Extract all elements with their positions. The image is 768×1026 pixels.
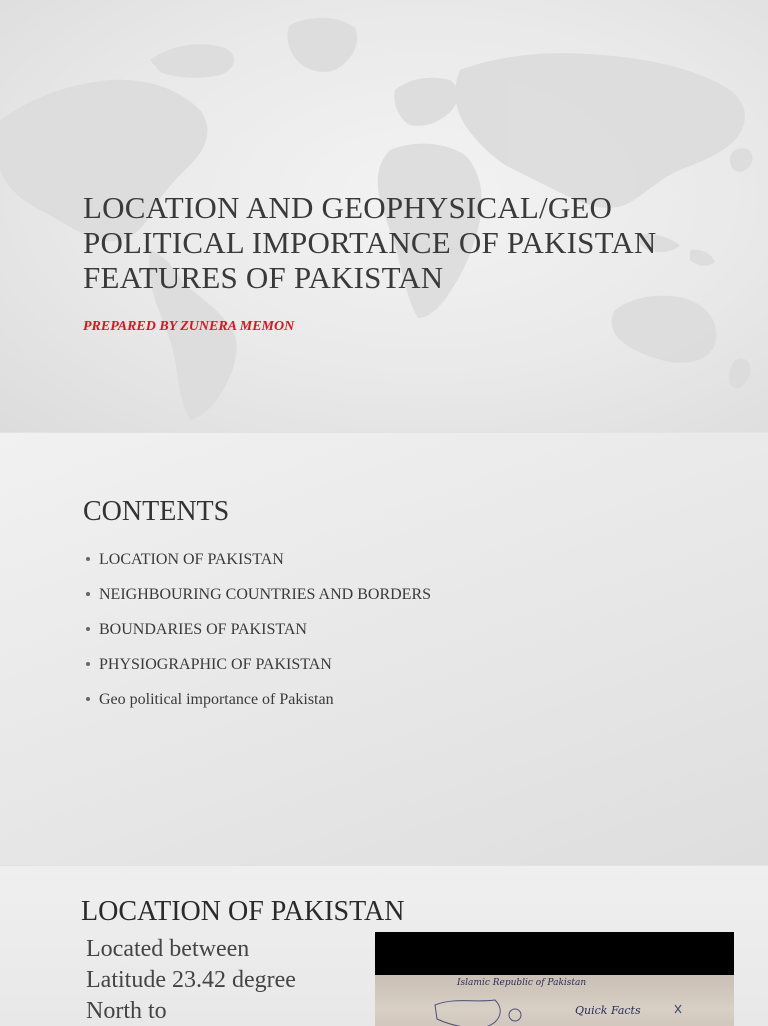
bullet-icon (86, 557, 90, 561)
contents-list (86, 549, 431, 724)
list-item (86, 654, 431, 689)
bullet-icon (86, 627, 90, 631)
contents-slide (0, 433, 768, 865)
list-item (86, 584, 431, 619)
bullet-icon (86, 662, 90, 666)
bullet-icon (86, 592, 90, 596)
slide-title: LOCATION AND GEOPHYSICAL/GEO POLITICAL IMPORTANCE OF PAKISTAN FEATURES OF PAKISTAN (83, 190, 657, 295)
contents-heading: CONTENTS (83, 496, 230, 527)
list-item-label: PHYSIOGRAPHIC OF PAKISTAN (99, 656, 332, 673)
location-heading: LOCATION OF PAKISTAN (81, 896, 405, 927)
list-item (86, 689, 431, 724)
bullet-icon (86, 697, 90, 701)
photo-caption: Islamic Republic of Pakistan (457, 978, 587, 988)
location-body-text: Located between Latitude 23.42 degree North to (86, 936, 296, 1024)
list-item (86, 619, 431, 654)
list-item-label: BOUNDARIES OF PAKISTAN (99, 621, 307, 638)
list-item-label: Geo political importance of Pakistan (99, 691, 334, 708)
photo-note: Quick Facts (575, 1004, 641, 1017)
list-item (86, 549, 431, 584)
title-slide (0, 0, 768, 432)
list-item-label: NEIGHBOURING COUNTRIES AND BORDERS (99, 586, 432, 603)
author-subtitle: PREPARED BY ZUNERA MEMON (83, 319, 295, 334)
handwritten-map-photo (375, 932, 734, 1026)
list-item-label: LOCATION OF PAKISTAN (99, 551, 284, 568)
location-slide (0, 866, 768, 1026)
